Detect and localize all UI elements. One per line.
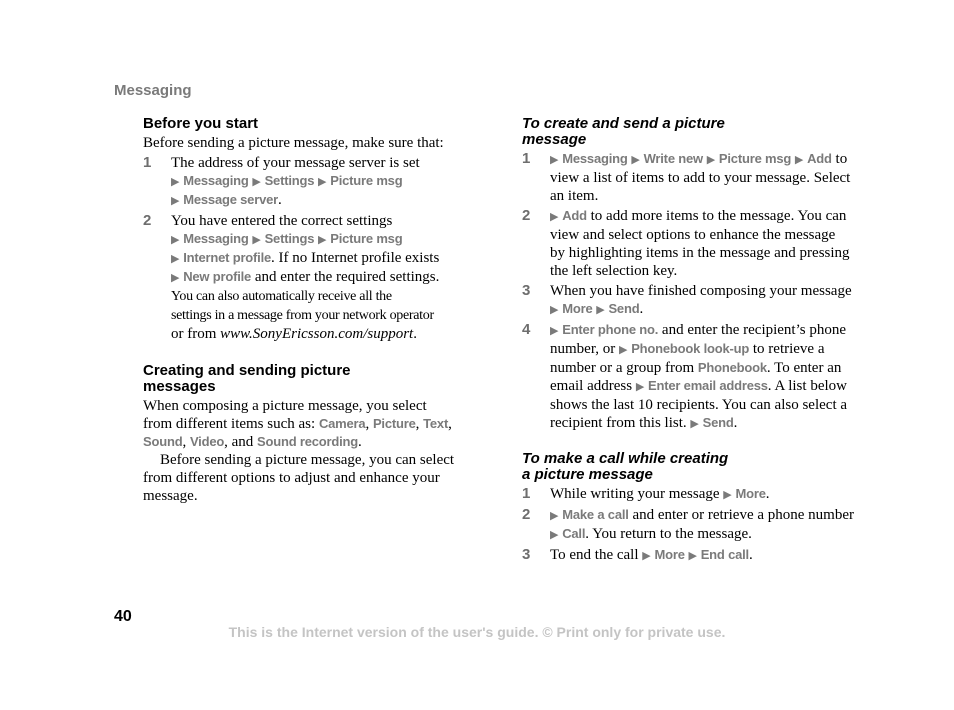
menu-enter-phone-no: Enter phone no. xyxy=(562,322,659,337)
menu-phonebook: Phonebook xyxy=(697,360,767,375)
arrow-icon: ▶ xyxy=(690,418,699,430)
create-step-2: 2 ▶ Add to add more items to the message. You can view and select options to enhance the message by highlighting items in the message and pressing the left selection key. xyxy=(522,207,850,279)
arrow-icon: ▶ xyxy=(550,154,559,166)
step-number: 2 xyxy=(143,212,152,229)
before-intro: Before sending a picture message, make sure that: xyxy=(143,135,444,151)
menu-messaging: Messaging xyxy=(183,173,249,188)
arrow-icon: ▶ xyxy=(318,176,327,188)
menu-enter-email-address: Enter email address xyxy=(648,378,768,393)
make-call-heading: To make a call while creating a picture message xyxy=(522,450,729,483)
left-column xyxy=(143,116,473,505)
menu-end-call: End call xyxy=(700,547,749,562)
item-camera: Camera xyxy=(318,416,366,431)
menu-more: More xyxy=(562,301,593,316)
arrow-icon: ▶ xyxy=(550,510,559,522)
arrow-icon: ▶ xyxy=(171,176,180,188)
item-sound: Sound xyxy=(143,434,183,449)
menu-write-new: Write new xyxy=(643,151,703,166)
arrow-icon: ▶ xyxy=(171,195,180,207)
arrow-icon: ▶ xyxy=(642,550,651,562)
menu-more: More xyxy=(735,486,766,501)
arrow-icon: ▶ xyxy=(635,381,645,393)
menu-add: Add xyxy=(562,208,587,223)
before-step-1: 1 The address of your message server is set ▶ Messaging ▶ Settings ▶ Picture msg ▶ Message server. xyxy=(143,154,420,208)
menu-call: Call xyxy=(562,526,586,541)
item-sound-recording: Sound recording xyxy=(257,434,359,449)
arrow-icon: ▶ xyxy=(688,550,697,562)
create-send-heading: To create and send a picture message xyxy=(522,115,725,148)
step-number: 2 xyxy=(522,506,531,523)
menu-internet-profile: Internet profile xyxy=(183,250,272,265)
item-picture: Picture xyxy=(372,416,416,431)
arrow-icon: ▶ xyxy=(171,253,180,265)
create-step-3: 3 When you have finished composing your message ▶ More ▶ Send. xyxy=(522,282,852,317)
menu-settings: Settings xyxy=(264,231,315,246)
step-number: 1 xyxy=(522,150,531,167)
item-text: Text xyxy=(423,416,449,431)
menu-message-server: Message server xyxy=(183,192,278,207)
creating-paragraph-2: Before sending a picture message, you can select from different options to adjust and enhance your message. xyxy=(143,452,455,504)
menu-more: More xyxy=(654,547,685,562)
create-step-1: 1 ▶ Messaging ▶ Write new ▶ Picture msg ▶ Add to view a list of items to add to your message. Select an item. xyxy=(522,150,851,204)
arrow-icon: ▶ xyxy=(252,234,261,246)
menu-make-a-call: Make a call xyxy=(562,507,629,522)
arrow-icon: ▶ xyxy=(618,344,628,356)
menu-phonebook-lookup: Phonebook look-up xyxy=(631,341,750,356)
step-number: 1 xyxy=(143,154,152,171)
create-step-4: 4 ▶ Enter phone no. and enter the recipient’s phone number, or ▶ Phonebook look-up to retrieve a number or a group from Phonebook. To enter an email address ▶ Enter email address. A list below shows the last 10 recipients. You can also select a recipient from this list. ▶ Send. xyxy=(522,321,848,431)
arrow-icon: ▶ xyxy=(706,154,716,166)
creating-paragraph-1: When composing a picture message, you select from different items such as: Camera, Picture, Text, Sound, Video, and Sound recording. xyxy=(143,398,452,450)
menu-picture-msg: Picture msg xyxy=(718,151,792,166)
menu-new-profile: New profile xyxy=(183,269,252,284)
arrow-icon: ▶ xyxy=(550,325,559,337)
internet-version-notice: This is the Internet version of the user's guide. © Print only for private use. xyxy=(228,624,726,640)
menu-send: Send xyxy=(702,415,734,430)
menu-messaging: Messaging xyxy=(562,151,628,166)
step-number: 3 xyxy=(522,282,531,299)
call-step-3: 3 To end the call ▶ More ▶ End call. xyxy=(522,546,753,563)
menu-picture-msg: Picture msg xyxy=(330,231,403,246)
step-number: 4 xyxy=(522,321,531,338)
item-video: Video xyxy=(189,434,225,449)
step-number: 3 xyxy=(522,546,531,563)
call-step-2: 2 ▶ Make a call and enter or retrieve a phone number ▶ Call. You return to the message. xyxy=(522,506,855,542)
menu-messaging: Messaging xyxy=(183,231,249,246)
arrow-icon: ▶ xyxy=(794,154,804,166)
before-you-start-heading: Before you start xyxy=(143,115,259,132)
arrow-icon: ▶ xyxy=(171,234,180,246)
arrow-icon: ▶ xyxy=(550,529,559,541)
arrow-icon: ▶ xyxy=(252,176,261,188)
menu-settings: Settings xyxy=(264,173,315,188)
menu-picture-msg: Picture msg xyxy=(330,173,403,188)
section-title: Messaging xyxy=(114,82,192,99)
before-step-2: 2 You have entered the correct settings ▶ Messaging ▶ Settings ▶ Picture msg ▶ Internet profile. If no Internet profile exists ▶ New profile and enter the required settings. You can also automatically receive all the settings in a message from your network operator or from www.SonyEricsson.com/support. xyxy=(143,212,440,342)
arrow-icon: ▶ xyxy=(596,304,605,316)
arrow-icon: ▶ xyxy=(723,489,732,501)
arrow-icon: ▶ xyxy=(550,304,559,316)
step-number: 1 xyxy=(522,485,531,502)
step-number: 2 xyxy=(522,207,531,224)
page-number: 40 xyxy=(114,608,132,625)
arrow-icon: ▶ xyxy=(550,211,559,223)
support-url: www.SonyEricsson.com/support xyxy=(220,326,414,342)
arrow-icon: ▶ xyxy=(631,154,640,166)
right-column xyxy=(522,116,854,565)
menu-send: Send xyxy=(608,301,640,316)
arrow-icon: ▶ xyxy=(171,272,180,284)
call-step-1: 1 While writing your message ▶ More. xyxy=(522,485,770,502)
arrow-icon: ▶ xyxy=(318,234,327,246)
menu-add: Add xyxy=(807,151,832,166)
creating-heading: Creating and sending picture messages xyxy=(143,362,351,395)
